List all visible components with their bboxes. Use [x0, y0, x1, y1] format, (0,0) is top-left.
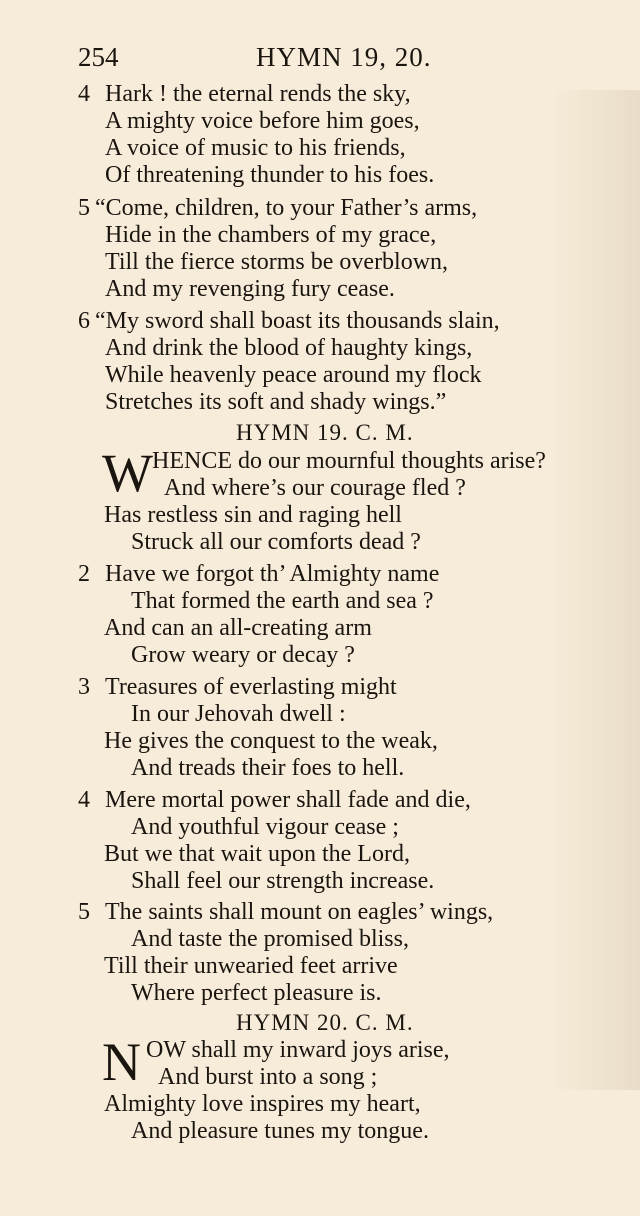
drop-cap: W	[102, 443, 153, 503]
verse-line	[78, 561, 439, 588]
verse-line: Of threatening thunder to his foes.	[105, 162, 435, 188]
running-header	[78, 40, 598, 74]
verse-line: And drink the blood of haughty kings,	[105, 335, 473, 361]
verse-line	[78, 787, 471, 814]
verse-line: A voice of music to his friends,	[105, 135, 406, 161]
verse-line: Stretches its soft and shady wings.”	[105, 389, 447, 415]
verse-number: 2	[78, 561, 90, 587]
verse-number: 6	[78, 308, 90, 334]
verse-line-text: The saints shall mount on eagles’ wings,	[105, 899, 494, 925]
verse-number: 4	[78, 81, 90, 107]
drop-cap: N	[102, 1032, 141, 1092]
verse-line: And youthful vigour cease ;	[131, 814, 399, 840]
verse-line: A mighty voice before him goes,	[105, 108, 420, 134]
verse-line: Where perfect pleasure is.	[131, 980, 382, 1006]
verse-line: Has restless sin and raging hell	[104, 502, 402, 528]
verse-number: 5	[78, 195, 90, 221]
verse-line-text: Hark ! the eternal rends the sky,	[105, 81, 411, 107]
verse-line	[78, 81, 411, 108]
verse-line: Till the fierce storms be overblown,	[105, 249, 449, 275]
verse-line: That formed the earth and sea ?	[131, 588, 434, 614]
verse-line-text: Treasures of everlasting might	[105, 674, 397, 700]
verse-line: Almighty love inspires my heart,	[104, 1091, 421, 1117]
verse-line: While heavenly peace around my flock	[105, 362, 482, 388]
verse-line: And treads their foes to hell.	[131, 755, 405, 781]
verse-line-text: Mere mortal power shall fade and die,	[105, 787, 471, 813]
verse-line: And where’s our courage fled ?	[164, 475, 466, 501]
verse-number: 4	[78, 787, 90, 813]
verse-line: Shall feel our strength increase.	[131, 868, 435, 894]
verse-line: Hide in the chambers of my grace,	[105, 222, 437, 248]
verse-line: But we that wait upon the Lord,	[104, 841, 410, 867]
verse-line	[78, 899, 493, 926]
hymn-title: HYMN 20. C. M.	[236, 1010, 414, 1035]
verse-line: And burst into a song ;	[158, 1064, 378, 1090]
verse-line-text: “My sword shall boast its thousands slain,	[95, 308, 500, 334]
running-title: HYMN 19, 20.	[256, 42, 432, 72]
verse-line-text: Have we forgot th’ Almighty name	[105, 561, 440, 587]
page-number: 254	[78, 42, 119, 72]
verse-line: And taste the promised bliss,	[131, 926, 409, 952]
verse-line: And my revenging fury cease.	[105, 276, 395, 302]
verse-number: 5	[78, 899, 90, 925]
verse-line	[78, 195, 477, 222]
verse-line: And pleasure tunes my tongue.	[131, 1118, 429, 1144]
verse-line: Till their unwearied feet arrive	[104, 953, 398, 979]
hymn-title: HYMN 19. C. M.	[236, 420, 414, 445]
verse-line: He gives the conquest to the weak,	[104, 728, 438, 754]
verse-number: 3	[78, 674, 90, 700]
verse-line: And can an all-creating arm	[104, 615, 372, 641]
verse-line: OW shall my inward joys arise,	[146, 1037, 450, 1063]
verse-line: HENCE do our mournful thoughts arise?	[152, 448, 546, 474]
verse-line: In our Jehovah dwell :	[131, 701, 346, 727]
page-edge-shadow	[550, 90, 640, 1090]
verse-line: Struck all our comforts dead ?	[131, 529, 421, 555]
verse-line	[78, 674, 397, 701]
verse-line: Grow weary or decay ?	[131, 642, 355, 668]
verse-line-text: “Come, children, to your Father’s arms,	[95, 195, 478, 221]
verse-line	[78, 308, 500, 335]
